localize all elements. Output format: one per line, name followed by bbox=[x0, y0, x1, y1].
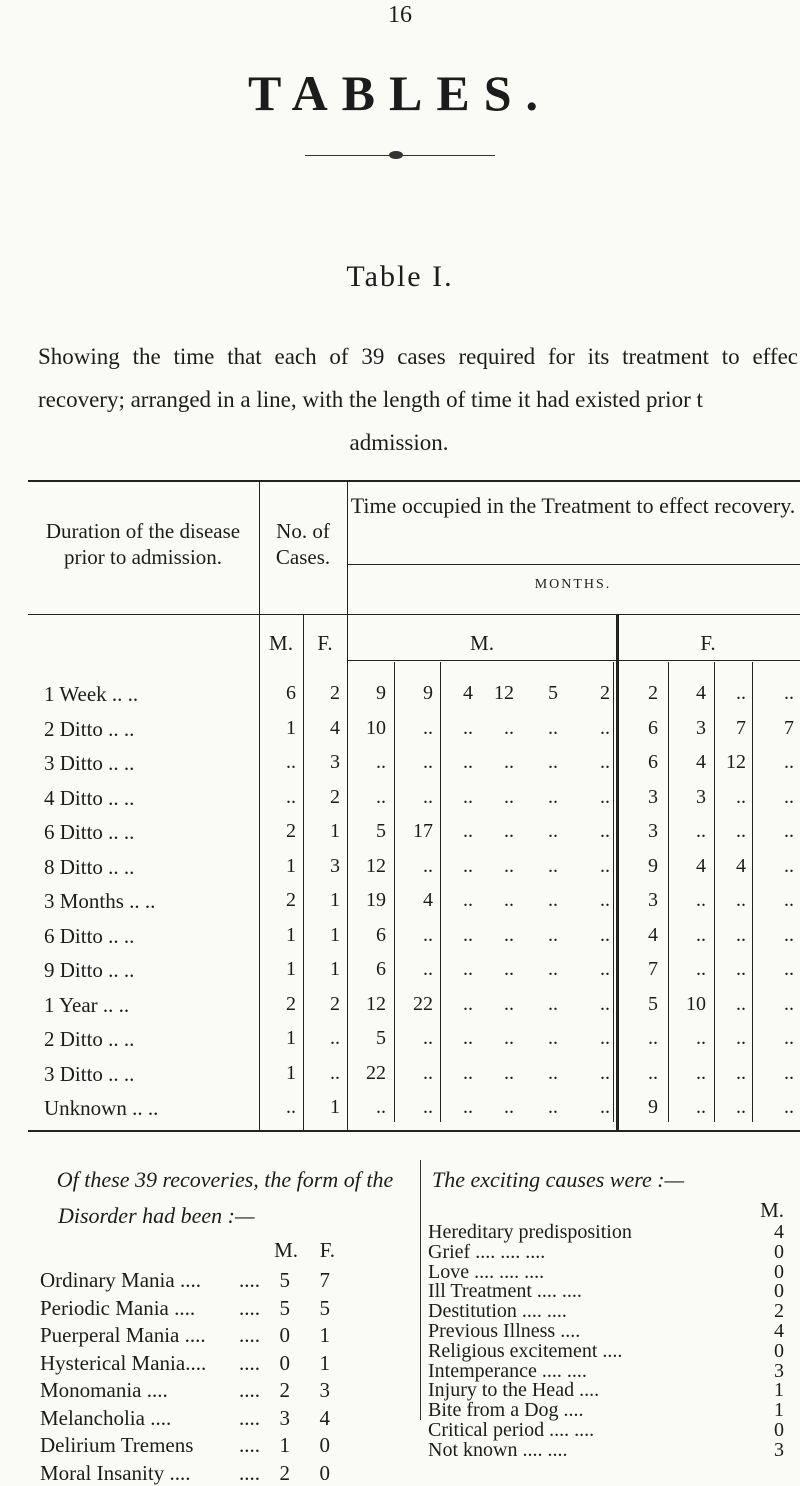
cases-m-cell: 2 bbox=[286, 889, 296, 911]
time-f-cell: .. bbox=[736, 1062, 746, 1084]
form-f-value: 4 bbox=[319, 1405, 330, 1430]
time-m-cell: 2 bbox=[600, 682, 610, 704]
time-m-cell: .. bbox=[504, 855, 514, 877]
time-f-cell: 3 bbox=[696, 717, 706, 739]
time-f-cell: .. bbox=[784, 889, 794, 911]
form-m-value: 1 bbox=[279, 1433, 290, 1457]
cases-f-cell: 1 bbox=[330, 1096, 340, 1118]
header-cases-f: F. bbox=[317, 631, 333, 655]
time-m-cell: .. bbox=[423, 1027, 433, 1049]
time-f-cell: .. bbox=[736, 958, 746, 980]
form-m-value: 5 bbox=[279, 1268, 290, 1292]
time-m-cell: .. bbox=[600, 1096, 610, 1118]
cases-m-cell: 1 bbox=[286, 1027, 296, 1049]
row-label: 2 Ditto .. .. bbox=[44, 1027, 135, 1051]
cases-m-cell: .. bbox=[286, 786, 296, 808]
time-m-cell: .. bbox=[548, 1062, 558, 1084]
cases-f-cell: .. bbox=[330, 1027, 340, 1049]
form-f-value: 0 bbox=[319, 1433, 330, 1457]
row-label: 1 Week .. .. bbox=[44, 682, 139, 706]
cases-f-cell: 2 bbox=[330, 682, 340, 704]
time-m-cell: .. bbox=[600, 889, 610, 911]
time-f-cell: 6 bbox=[648, 751, 658, 773]
section-divider bbox=[420, 1160, 421, 1420]
cases-m-cell: 1 bbox=[286, 958, 296, 980]
time-m-cell: 9 bbox=[423, 682, 433, 704]
time-f-cell: 7 bbox=[736, 717, 746, 739]
time-f-cell: 3 bbox=[648, 820, 658, 842]
time-m-cell: .. bbox=[463, 855, 473, 877]
forms-title: Disorder had been :— bbox=[58, 1203, 255, 1228]
time-f-cell: 5 bbox=[648, 993, 658, 1015]
row-label: 6 Ditto .. .. bbox=[44, 820, 135, 844]
time-f-cell: 4 bbox=[736, 855, 746, 877]
form-f-value: 1 bbox=[319, 1350, 330, 1375]
forms-m-header: M. bbox=[274, 1238, 298, 1262]
cases-m-cell: .. bbox=[286, 751, 296, 773]
time-f-cell: .. bbox=[784, 1096, 794, 1118]
time-f-cell: .. bbox=[736, 1096, 746, 1118]
time-f-cell: .. bbox=[784, 855, 794, 877]
cause-m-value: 4 bbox=[774, 1221, 784, 1243]
form-m-value: 0 bbox=[279, 1323, 290, 1347]
cases-f-cell: .. bbox=[330, 1062, 340, 1084]
time-m-cell: .. bbox=[463, 717, 473, 739]
row-rule bbox=[28, 614, 800, 615]
form-m-value: 2 bbox=[279, 1378, 290, 1402]
form-label: Monomania .... bbox=[40, 1378, 168, 1402]
form-leader: .... bbox=[239, 1405, 260, 1430]
time-f-cell: .. bbox=[696, 820, 706, 842]
time-f-cell: .. bbox=[696, 1027, 706, 1049]
cases-f-cell: 2 bbox=[330, 993, 340, 1015]
time-f-cell: .. bbox=[696, 1062, 706, 1084]
time-f-cell: 7 bbox=[784, 717, 794, 739]
cause-label: Not known .... .... bbox=[428, 1438, 568, 1461]
time-f-cell: .. bbox=[696, 958, 706, 980]
form-m-value: 3 bbox=[279, 1405, 290, 1430]
time-m-cell: .. bbox=[463, 889, 473, 911]
row-label: 1 Year .. .. bbox=[44, 993, 130, 1017]
recovery-table bbox=[28, 480, 800, 1132]
form-label: Delirium Tremens bbox=[40, 1433, 194, 1457]
header-cases-m: M. bbox=[269, 631, 293, 655]
row-label: 3 Months .. .. bbox=[44, 889, 156, 913]
row-label: 6 Ditto .. .. bbox=[44, 924, 135, 948]
cause-m-value: 3 bbox=[774, 1438, 784, 1461]
time-f-cell: 9 bbox=[648, 1096, 658, 1118]
time-m-cell: 4 bbox=[423, 889, 433, 911]
time-m-cell: 4 bbox=[463, 682, 473, 704]
row-label: 3 Ditto .. .. bbox=[44, 1062, 135, 1086]
header-months: MONTHS. bbox=[534, 577, 612, 592]
cause-label: Ill Treatment .... .... bbox=[428, 1280, 582, 1303]
rule-ornament-icon bbox=[389, 151, 403, 159]
time-m-cell: .. bbox=[463, 820, 473, 842]
row-label: 3 Ditto .. .. bbox=[44, 751, 135, 775]
cause-label: Injury to the Head .... bbox=[428, 1379, 600, 1402]
row-label: Unknown .. .. bbox=[44, 1096, 159, 1120]
time-m-cell: .. bbox=[423, 1096, 433, 1118]
form-leader: .... bbox=[239, 1460, 260, 1485]
time-f-cell: .. bbox=[736, 682, 746, 704]
cause-m-value: 1 bbox=[774, 1399, 784, 1422]
cases-f-cell: 1 bbox=[330, 889, 340, 911]
time-f-cell: .. bbox=[736, 786, 746, 808]
form-leader: .... bbox=[239, 1323, 260, 1347]
cause-m-value: 2 bbox=[774, 1300, 784, 1323]
time-m-cell: .. bbox=[423, 924, 433, 946]
cases-m-cell: 2 bbox=[286, 993, 296, 1015]
time-f-cell: 4 bbox=[696, 682, 706, 704]
form-label: Melancholia .... bbox=[40, 1405, 172, 1430]
time-m-cell: .. bbox=[504, 1062, 514, 1084]
time-f-cell: .. bbox=[736, 1027, 746, 1049]
time-m-cell: 5 bbox=[376, 820, 386, 842]
time-f-cell: .. bbox=[696, 924, 706, 946]
time-m-cell: .. bbox=[548, 751, 558, 773]
time-f-cell: .. bbox=[736, 993, 746, 1015]
form-f-value: 7 bbox=[319, 1268, 330, 1292]
time-f-cell: 3 bbox=[648, 889, 658, 911]
form-f-value: 1 bbox=[319, 1323, 330, 1347]
time-m-cell: .. bbox=[463, 1062, 473, 1084]
time-f-cell: .. bbox=[784, 993, 794, 1015]
causes-title: The exciting causes were :— bbox=[432, 1167, 685, 1192]
time-m-cell: 9 bbox=[376, 682, 386, 704]
cases-m-cell: 1 bbox=[286, 1062, 296, 1084]
form-m-value: 0 bbox=[279, 1350, 290, 1375]
cases-f-cell: 4 bbox=[330, 717, 340, 739]
time-m-cell: .. bbox=[463, 751, 473, 773]
time-m-cell: .. bbox=[600, 855, 610, 877]
cause-label: Previous Illness .... bbox=[428, 1320, 581, 1342]
time-m-cell: .. bbox=[376, 751, 386, 773]
time-f-cell: .. bbox=[736, 889, 746, 911]
time-f-cell: .. bbox=[784, 820, 794, 842]
time-m-cell: .. bbox=[504, 889, 514, 911]
cause-label: Bite from a Dog .... bbox=[428, 1399, 584, 1422]
time-f-cell: 4 bbox=[696, 751, 706, 773]
forms-title: Of these 39 recoveries, the form of the bbox=[56, 1167, 394, 1192]
exciting-causes bbox=[424, 1162, 800, 1461]
time-m-cell: .. bbox=[600, 717, 610, 739]
caption-line: Showing the time that each of 39 cases required for its treatment to effec bbox=[38, 344, 798, 369]
cases-f-cell: 3 bbox=[330, 855, 340, 877]
time-m-cell: .. bbox=[600, 1027, 610, 1049]
row-label: 2 Ditto .. .. bbox=[44, 717, 135, 741]
time-m-cell: .. bbox=[463, 786, 473, 808]
time-m-cell: .. bbox=[504, 924, 514, 946]
cause-m-value: 0 bbox=[774, 1260, 784, 1283]
time-m-cell: 10 bbox=[366, 717, 386, 739]
time-m-cell: .. bbox=[600, 958, 610, 980]
time-m-cell: 19 bbox=[366, 889, 386, 911]
time-f-cell: .. bbox=[736, 924, 746, 946]
cause-label: Intemperance .... .... bbox=[428, 1359, 587, 1382]
time-m-cell: .. bbox=[600, 1062, 610, 1084]
time-m-cell: .. bbox=[600, 924, 610, 946]
time-m-cell: .. bbox=[423, 751, 433, 773]
cause-m-value: 0 bbox=[774, 1339, 784, 1362]
header-time: Time occupied in the Treatment to effect recovery. bbox=[350, 493, 796, 518]
time-m-cell: 12 bbox=[366, 855, 386, 877]
cause-m-value: 3 bbox=[774, 1359, 784, 1382]
time-m-cell: .. bbox=[376, 786, 386, 808]
time-f-cell: 7 bbox=[648, 958, 658, 980]
row-label: 4 Ditto .. .. bbox=[44, 786, 135, 810]
cases-m-cell: .. bbox=[286, 1096, 296, 1118]
time-m-cell: .. bbox=[548, 958, 558, 980]
time-f-cell: .. bbox=[784, 751, 794, 773]
time-f-cell: .. bbox=[784, 786, 794, 808]
causes-m-header: M. bbox=[760, 1198, 784, 1222]
time-m-cell: 22 bbox=[413, 993, 433, 1015]
cause-label: Love .... .... .... bbox=[428, 1260, 545, 1283]
cause-label: Hereditary predisposition bbox=[428, 1221, 632, 1243]
time-m-cell: .. bbox=[600, 820, 610, 842]
form-f-value: 5 bbox=[319, 1295, 330, 1320]
table-caption bbox=[38, 335, 798, 464]
cause-m-value: 1 bbox=[774, 1379, 784, 1402]
time-m-cell: .. bbox=[504, 1096, 514, 1118]
cause-label: Religious excitement .... bbox=[428, 1339, 623, 1362]
form-label: Ordinary Mania .... bbox=[40, 1268, 201, 1292]
time-m-cell: .. bbox=[423, 958, 433, 980]
form-label: Hysterical Mania.... bbox=[40, 1350, 207, 1375]
cases-m-cell: 6 bbox=[286, 682, 296, 704]
cause-label: Destitution .... .... bbox=[428, 1300, 567, 1323]
time-f-cell: .. bbox=[784, 1027, 794, 1049]
time-f-cell: 4 bbox=[696, 855, 706, 877]
cause-m-value: 0 bbox=[774, 1280, 784, 1303]
time-m-cell: 22 bbox=[366, 1062, 386, 1084]
cause-m-value: 4 bbox=[774, 1320, 784, 1342]
time-f-cell: .. bbox=[696, 889, 706, 911]
forms-f-header: F. bbox=[319, 1238, 335, 1262]
table-title: Table I. bbox=[346, 260, 454, 293]
time-m-cell: .. bbox=[600, 993, 610, 1015]
time-m-cell: .. bbox=[463, 1027, 473, 1049]
time-f-cell: 12 bbox=[726, 751, 746, 773]
cases-f-cell: 3 bbox=[330, 751, 340, 773]
time-m-cell: .. bbox=[504, 820, 514, 842]
time-m-cell: .. bbox=[423, 1062, 433, 1084]
row-label: 9 Ditto .. .. bbox=[44, 958, 135, 982]
form-leader: .... bbox=[239, 1295, 260, 1320]
form-leader: .... bbox=[239, 1268, 260, 1292]
time-f-cell: .. bbox=[696, 1096, 706, 1118]
header-cases: No. of Cases. bbox=[275, 519, 331, 569]
time-m-cell: .. bbox=[548, 1096, 558, 1118]
header-duration: Duration of the disease prior to admission. bbox=[45, 519, 241, 569]
time-f-cell: .. bbox=[784, 1062, 794, 1084]
form-leader: .... bbox=[239, 1378, 260, 1402]
time-m-cell: .. bbox=[504, 717, 514, 739]
time-f-cell: .. bbox=[648, 1027, 658, 1049]
time-m-cell: .. bbox=[548, 924, 558, 946]
time-f-cell: 4 bbox=[648, 924, 658, 946]
time-f-cell: 9 bbox=[648, 855, 658, 877]
row-rule bbox=[348, 660, 800, 661]
form-m-value: 2 bbox=[279, 1460, 290, 1485]
page-heading: TABLES. bbox=[247, 65, 553, 121]
time-m-cell: .. bbox=[504, 993, 514, 1015]
header-time-f: F. bbox=[700, 631, 716, 655]
ornamental-rule bbox=[305, 155, 495, 156]
form-label: Moral Insanity .... bbox=[40, 1460, 191, 1485]
time-m-cell: .. bbox=[504, 751, 514, 773]
time-m-cell: 12 bbox=[366, 993, 386, 1015]
cases-f-cell: 1 bbox=[330, 958, 340, 980]
time-m-cell: .. bbox=[463, 1096, 473, 1118]
time-m-cell: .. bbox=[423, 717, 433, 739]
cases-m-cell: 1 bbox=[286, 717, 296, 739]
time-f-cell: 2 bbox=[648, 682, 658, 704]
cases-f-cell: 1 bbox=[330, 924, 340, 946]
time-f-cell: 3 bbox=[648, 786, 658, 808]
cause-label: Grief .... .... .... bbox=[428, 1240, 546, 1263]
time-m-cell: .. bbox=[504, 958, 514, 980]
form-f-value: 3 bbox=[319, 1378, 330, 1402]
form-label: Puerperal Mania .... bbox=[40, 1323, 206, 1347]
time-m-cell: .. bbox=[463, 958, 473, 980]
time-m-cell: .. bbox=[548, 1027, 558, 1049]
time-f-cell: .. bbox=[648, 1062, 658, 1084]
time-m-cell: .. bbox=[463, 993, 473, 1015]
time-m-cell: 12 bbox=[494, 682, 514, 704]
cases-f-cell: 2 bbox=[330, 786, 340, 808]
cause-m-value: 0 bbox=[774, 1419, 784, 1441]
cases-f-cell: 1 bbox=[330, 820, 340, 842]
time-f-cell: 10 bbox=[686, 993, 706, 1015]
cases-m-cell: 2 bbox=[286, 820, 296, 842]
time-m-cell: .. bbox=[548, 820, 558, 842]
header-time-m: M. bbox=[470, 631, 494, 655]
page-number: 16 bbox=[388, 2, 412, 28]
time-m-cell: .. bbox=[504, 786, 514, 808]
time-f-cell: .. bbox=[784, 958, 794, 980]
time-m-cell: .. bbox=[600, 751, 610, 773]
cases-m-cell: 1 bbox=[286, 855, 296, 877]
time-m-cell: .. bbox=[423, 855, 433, 877]
time-m-cell: .. bbox=[548, 717, 558, 739]
time-m-cell: 6 bbox=[376, 958, 386, 980]
time-f-cell: .. bbox=[784, 682, 794, 704]
time-f-cell: 6 bbox=[648, 717, 658, 739]
time-m-cell: .. bbox=[548, 889, 558, 911]
cause-label: Critical period .... .... bbox=[428, 1419, 595, 1441]
time-m-cell: .. bbox=[463, 924, 473, 946]
cause-m-value: 0 bbox=[774, 1240, 784, 1263]
row-label: 8 Ditto .. .. bbox=[44, 855, 135, 879]
time-f-cell: .. bbox=[736, 820, 746, 842]
time-m-cell: .. bbox=[548, 993, 558, 1015]
time-m-cell: .. bbox=[548, 855, 558, 877]
time-m-cell: 5 bbox=[548, 682, 558, 704]
time-m-cell: 5 bbox=[376, 1027, 386, 1049]
time-m-cell: .. bbox=[376, 1096, 386, 1118]
time-m-cell: .. bbox=[423, 786, 433, 808]
form-f-value: 0 bbox=[319, 1460, 330, 1485]
disorder-forms bbox=[40, 1162, 410, 1485]
time-m-cell: 6 bbox=[376, 924, 386, 946]
time-f-cell: .. bbox=[784, 924, 794, 946]
form-leader: .... bbox=[239, 1433, 260, 1457]
time-m-cell: .. bbox=[600, 786, 610, 808]
form-leader: .... bbox=[239, 1350, 260, 1375]
caption-line: recovery; arranged in a line, with the length of time it had existed prior t bbox=[38, 387, 703, 412]
time-m-cell: .. bbox=[548, 786, 558, 808]
form-m-value: 5 bbox=[279, 1295, 290, 1320]
cases-m-cell: 1 bbox=[286, 924, 296, 946]
time-m-cell: .. bbox=[504, 1027, 514, 1049]
row-rule bbox=[348, 564, 800, 565]
caption-line: admission. bbox=[349, 430, 449, 455]
time-m-cell: 17 bbox=[413, 820, 433, 842]
time-f-cell: 3 bbox=[696, 786, 706, 808]
form-label: Periodic Mania .... bbox=[40, 1295, 196, 1320]
